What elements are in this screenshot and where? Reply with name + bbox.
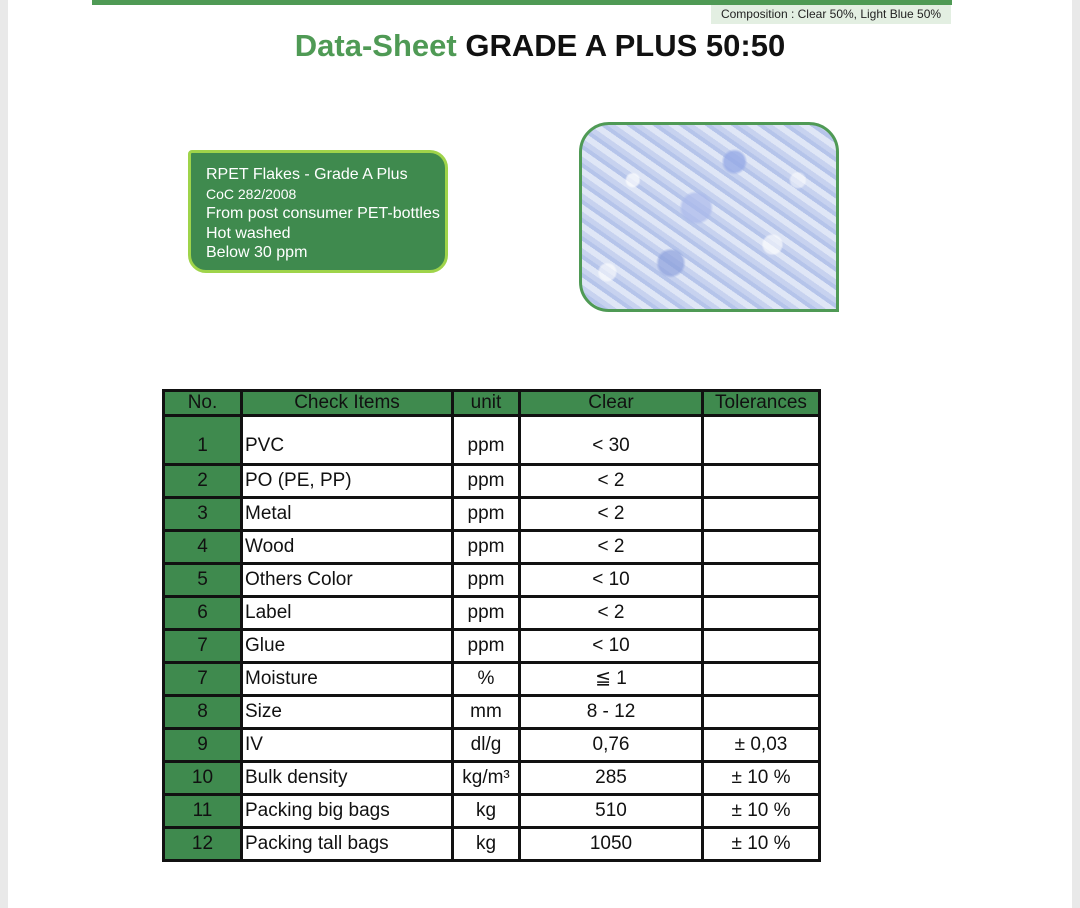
cell-item: Bulk density xyxy=(242,762,453,795)
cell-tol xyxy=(703,564,820,597)
cell-no: 6 xyxy=(164,597,242,630)
cell-clear: 8 - 12 xyxy=(520,696,703,729)
info-line: From post consumer PET-bottles xyxy=(206,205,440,222)
cell-unit: kg xyxy=(453,828,520,861)
spec-table xyxy=(162,389,821,862)
cell-item: Label xyxy=(242,597,453,630)
cell-clear: < 30 xyxy=(520,416,703,465)
cell-tol: ± 0,03 xyxy=(703,729,820,762)
table-row xyxy=(164,416,820,465)
cell-tol xyxy=(703,531,820,564)
cell-item: Metal xyxy=(242,498,453,531)
cell-clear: < 10 xyxy=(520,630,703,663)
table-row xyxy=(164,762,820,795)
cell-clear: < 2 xyxy=(520,498,703,531)
cell-unit: ppm xyxy=(453,531,520,564)
table-row xyxy=(164,498,820,531)
info-line: Below 30 ppm xyxy=(206,244,308,261)
cell-tol: ± 10 % xyxy=(703,795,820,828)
composition-label: Composition : Clear 50%, Light Blue 50% xyxy=(711,5,951,24)
table-row xyxy=(164,531,820,564)
info-line: CoC 282/2008 xyxy=(206,185,297,202)
cell-item: Packing big bags xyxy=(242,795,453,828)
cell-tol xyxy=(703,498,820,531)
table-row xyxy=(164,630,820,663)
cell-item: Packing tall bags xyxy=(242,828,453,861)
info-line: Hot washed xyxy=(206,224,291,242)
cell-no: 12 xyxy=(164,828,242,861)
cell-unit: ppm xyxy=(453,416,520,465)
header-unit: unit xyxy=(453,391,520,416)
table-row xyxy=(164,663,820,696)
cell-clear: 0,76 xyxy=(520,729,703,762)
cell-item: Moisture xyxy=(242,663,453,696)
cell-item: Glue xyxy=(242,630,453,663)
table-row xyxy=(164,465,820,498)
cell-tol xyxy=(703,696,820,729)
cell-item: PO (PE, PP) xyxy=(242,465,453,498)
cell-item: Size xyxy=(242,696,453,729)
table-row xyxy=(164,696,820,729)
header-clear: Clear xyxy=(520,391,703,416)
cell-no: 7 xyxy=(164,630,242,663)
cell-tol xyxy=(703,630,820,663)
cell-no: 1 xyxy=(164,416,242,465)
table-row xyxy=(164,564,820,597)
cell-clear: < 2 xyxy=(520,597,703,630)
table-row xyxy=(164,795,820,828)
cell-unit: ppm xyxy=(453,498,520,531)
cell-no: 10 xyxy=(164,762,242,795)
cell-unit: ppm xyxy=(453,597,520,630)
cell-item: IV xyxy=(242,729,453,762)
header-no: No. xyxy=(164,391,242,416)
cell-item: Wood xyxy=(242,531,453,564)
cell-tol xyxy=(703,597,820,630)
table-row xyxy=(164,828,820,861)
header-check-items: Check Items xyxy=(242,391,453,416)
page-title xyxy=(0,28,1080,64)
cell-no: 2 xyxy=(164,465,242,498)
header-tolerances: Tolerances xyxy=(703,391,820,416)
cell-no: 7 xyxy=(164,663,242,696)
cell-no: 3 xyxy=(164,498,242,531)
cell-tol xyxy=(703,663,820,696)
cell-unit: dl/g xyxy=(453,729,520,762)
cell-clear: 510 xyxy=(520,795,703,828)
table-header-row xyxy=(164,391,820,416)
cell-clear: < 10 xyxy=(520,564,703,597)
table-row xyxy=(164,597,820,630)
cell-unit: % xyxy=(453,663,520,696)
cell-clear: < 2 xyxy=(520,531,703,564)
cell-unit: ppm xyxy=(453,564,520,597)
cell-tol xyxy=(703,465,820,498)
cell-tol xyxy=(703,416,820,465)
cell-no: 4 xyxy=(164,531,242,564)
cell-item: Others Color xyxy=(242,564,453,597)
table-row xyxy=(164,729,820,762)
product-photo xyxy=(579,122,839,312)
cell-item: PVC xyxy=(242,416,453,465)
cell-unit: ppm xyxy=(453,630,520,663)
cell-clear: ≦ 1 xyxy=(520,663,703,696)
cell-unit: kg xyxy=(453,795,520,828)
cell-no: 5 xyxy=(164,564,242,597)
cell-tol: ± 10 % xyxy=(703,828,820,861)
product-info-box xyxy=(188,150,448,273)
cell-clear: 1050 xyxy=(520,828,703,861)
cell-tol: ± 10 % xyxy=(703,762,820,795)
cell-no: 8 xyxy=(164,696,242,729)
title-main: GRADE A PLUS 50:50 xyxy=(465,28,786,63)
title-prefix: Data-Sheet xyxy=(294,28,457,63)
cell-unit: kg/m³ xyxy=(453,762,520,795)
cell-no: 9 xyxy=(164,729,242,762)
cell-clear: < 2 xyxy=(520,465,703,498)
cell-unit: ppm xyxy=(453,465,520,498)
cell-no: 11 xyxy=(164,795,242,828)
cell-clear: 285 xyxy=(520,762,703,795)
info-line: RPET Flakes - Grade A Plus xyxy=(206,166,408,183)
cell-unit: mm xyxy=(453,696,520,729)
